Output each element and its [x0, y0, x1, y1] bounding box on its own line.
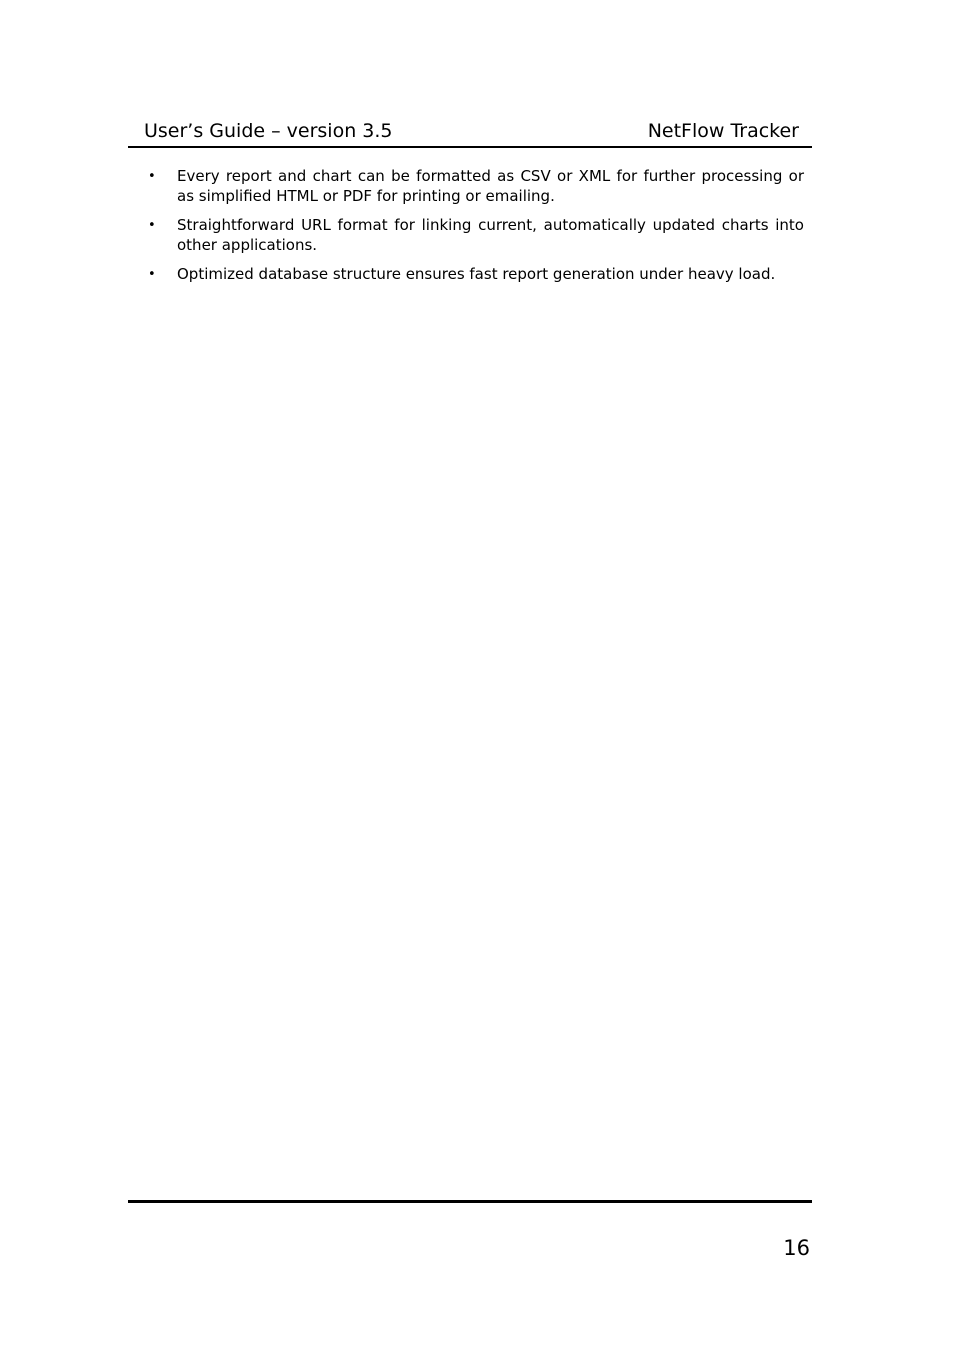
bullet-icon: • [148, 267, 156, 282]
list-item-text: Every report and chart can be formatted as CSV or XML for further processing or as simplified HTML or PDF for printing or emailing. [177, 167, 804, 205]
document-title: User’s Guide – version 3.5 [144, 120, 393, 142]
footer-divider [128, 1200, 812, 1203]
list-item-text: Optimized database structure ensures fast report generation under heavy load. [177, 265, 776, 283]
feature-list [128, 167, 812, 295]
bullet-icon: • [148, 218, 156, 233]
list-item [128, 265, 812, 285]
bullet-icon: • [148, 169, 156, 184]
list-item [128, 216, 812, 255]
page-header [128, 116, 812, 148]
product-name: NetFlow Tracker [647, 120, 799, 142]
page-number: 16 [783, 1236, 810, 1260]
list-item [128, 167, 812, 206]
list-item-text: Straightforward URL format for linking current, automatically updated charts into other applications. [177, 216, 804, 254]
